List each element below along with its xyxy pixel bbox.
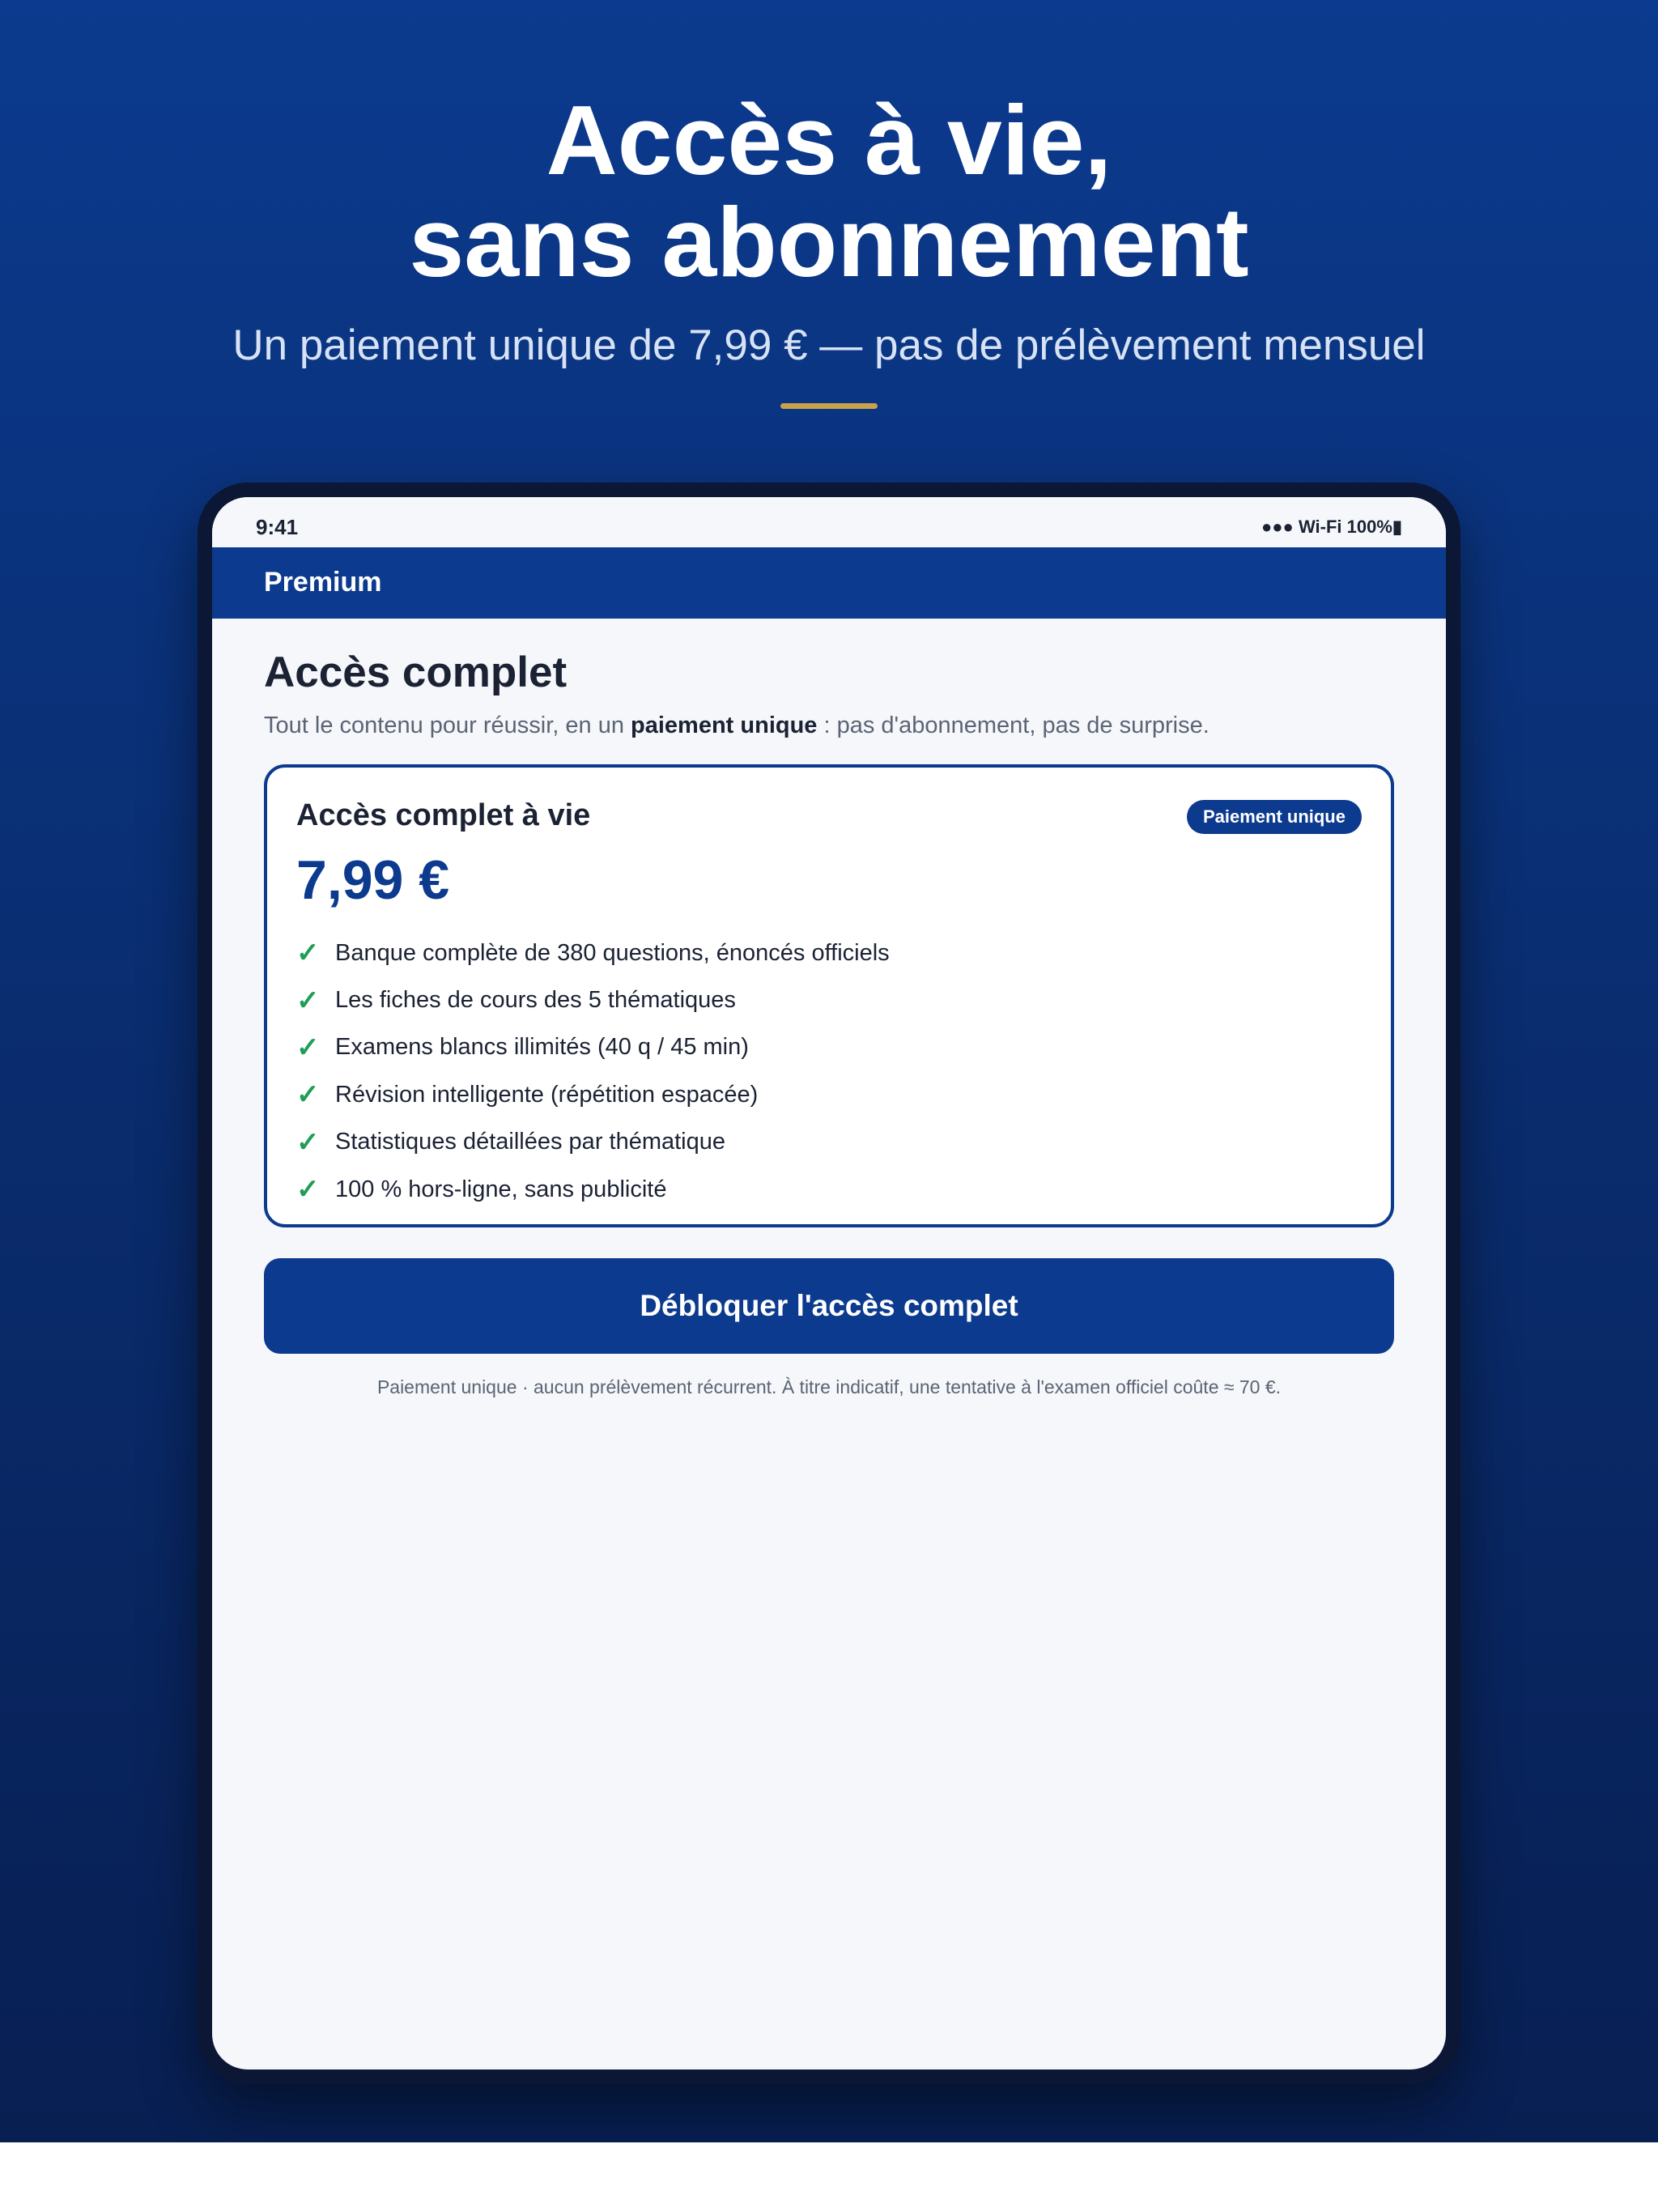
feature-item <box>296 976 1349 1023</box>
feature-list <box>296 929 1349 1213</box>
check-icon: ✓ <box>296 1079 320 1111</box>
status-bar <box>212 497 1446 547</box>
hero-title-line-2: sans abonnement <box>409 187 1249 297</box>
feature-text: 100 % hors-ligne, sans publicité <box>335 1176 667 1202</box>
status-time: 9:41 <box>256 515 299 539</box>
feature-item <box>296 929 1349 976</box>
nav-bar <box>212 547 1446 619</box>
page-description-emphasis: paiement unique <box>631 713 818 738</box>
hero-title <box>0 85 1658 297</box>
unlock-button[interactable]: Débloquer l'accès complet <box>264 1258 1394 1354</box>
plan-badge: Paiement unique <box>1187 800 1362 834</box>
check-icon: ✓ <box>296 985 320 1016</box>
feature-item <box>296 1119 1349 1166</box>
feature-item <box>296 1024 1349 1071</box>
status-indicators: ●●● Wi-Fi 100%▮ <box>1261 517 1402 537</box>
page-description-end: : pas d'abonnement, pas de surprise. <box>817 713 1209 738</box>
fine-print: Paiement unique · aucun prélèvement récurrent. À titre indicatif, une tentative à l'examen officiel coûte ≈ 70 €. <box>376 1376 1282 1397</box>
check-icon: ✓ <box>296 1126 320 1158</box>
plan-card[interactable] <box>264 764 1394 1227</box>
plan-price: 7,99 € <box>296 849 450 911</box>
feature-text: Examens blancs illimités (40 q / 45 min) <box>335 1034 749 1061</box>
hero-divider <box>780 403 878 409</box>
page-description <box>264 709 1397 742</box>
check-icon: ✓ <box>296 1032 320 1063</box>
tablet-frame <box>198 483 1460 2084</box>
feature-text: Statistiques détaillées par thématique <box>335 1129 726 1155</box>
hero-subtitle: Un paiement unique de 7,99 € — pas de prélèvement mensuel <box>232 321 1426 369</box>
hero-title-line-1: Accès à vie, <box>546 85 1112 195</box>
tablet-screen <box>212 497 1446 2069</box>
feature-item <box>296 1071 1349 1118</box>
nav-title: Premium <box>264 567 382 598</box>
check-icon: ✓ <box>296 938 320 969</box>
feature-text: Les fiches de cours des 5 thématiques <box>335 987 736 1014</box>
page-description-start: Tout le contenu pour réussir, en un <box>264 713 631 738</box>
check-icon: ✓ <box>296 1174 320 1206</box>
plan-name: Accès complet à vie <box>296 798 591 832</box>
feature-text: Révision intelligente (répétition espacée) <box>335 1081 759 1108</box>
feature-item <box>296 1166 1349 1213</box>
page-title: Accès complet <box>264 649 568 696</box>
feature-text: Banque complète de 380 questions, énoncés officiels <box>335 939 890 966</box>
